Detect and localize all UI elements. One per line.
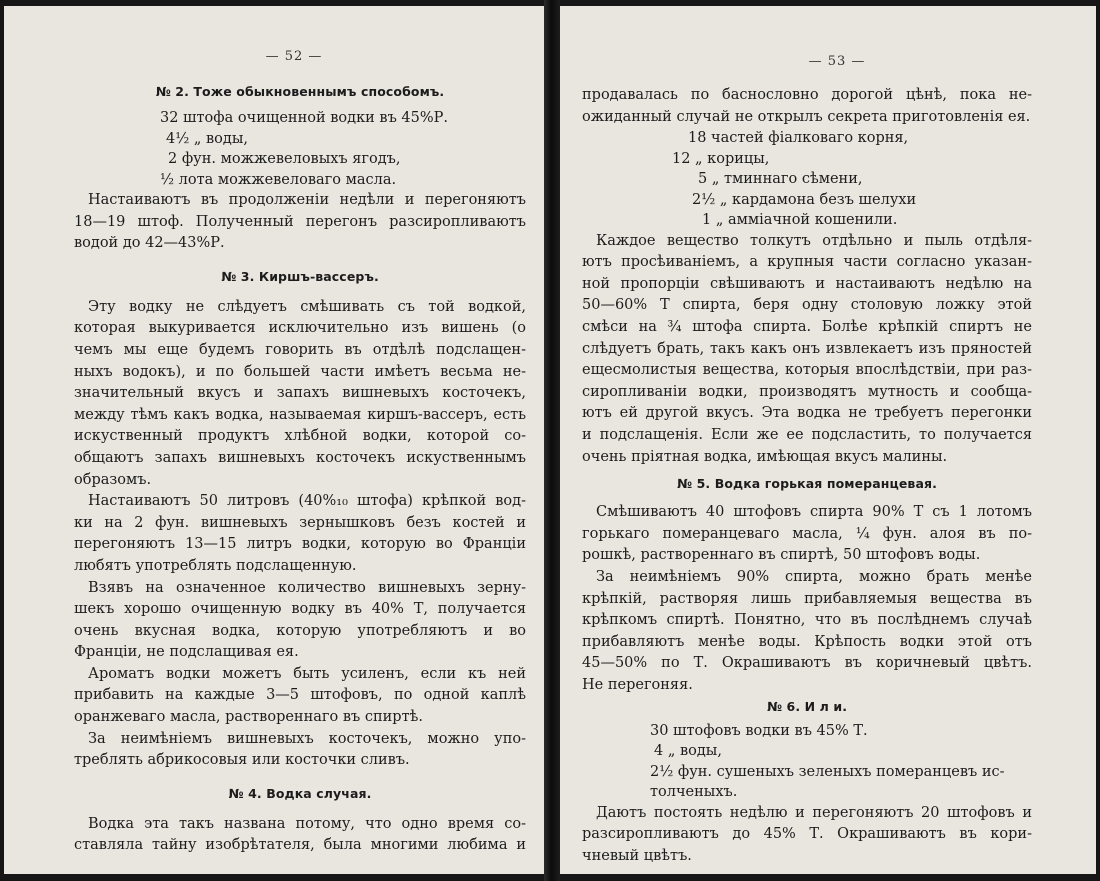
text-line: 50—60% Т спирта, беря одну столовую ложку этой — [582, 297, 1032, 314]
ingredient-line: толченыхъ. — [650, 784, 738, 801]
text-line: Смѣшиваютъ 40 штофовъ спирта 90% Т съ 1 лотомъ — [596, 504, 1032, 521]
recipe-5-text — [582, 502, 1032, 696]
text-line: треблять абрикосовыя или косточки сливъ. — [74, 752, 410, 769]
ingredient-line: ½ лота можжевеловаго масла. — [160, 171, 397, 188]
text-line: Настаиваютъ 50 литровъ (40%₁₀ штофа) крѣпкой вод- — [88, 493, 526, 510]
text-line: общаютъ запахъ вишневыхъ косточекъ искуственнымъ — [74, 449, 526, 466]
text-line: продавалась по баснословно дорогой цѣнѣ, пока не- — [582, 87, 1032, 103]
text-line: Эту водку не слѣдуетъ смѣшивать съ той водкой, — [88, 298, 526, 315]
ingredient-line: 2½ „ кардамона безъ шелухи — [692, 191, 917, 208]
text-line: горькаго померанцеваго масла, ¼ фун. алоя въ по- — [582, 525, 1032, 542]
text-line: ютъ просѣиваніемъ, а крупныя части согласно указан- — [582, 254, 1032, 271]
text-line: ютъ ей другой вкусъ. Эта водка не требуетъ перегонки — [582, 405, 1032, 422]
ingredient-line: 4½ „ воды, — [166, 130, 248, 147]
ingredient-line: 1 „ аммiачной кошенили. — [702, 212, 898, 229]
text-line: значительный вкусъ и запахъ вишневыхъ косточекъ, — [74, 385, 526, 402]
text-line: шекъ хорошо очищенную водку въ 40% Т, получается — [74, 601, 526, 618]
ingredient-line: 18 частей фіалковаго корня, — [688, 130, 909, 147]
text-line: Франціи, не подслащивая ея. — [74, 644, 299, 661]
ingredient-line: 2½ фун. сушеныхъ зеленыхъ померанцевъ ис- — [650, 763, 1005, 780]
recipe-2-heading: № 2. Тоже обыкновеннымъ способомъ. — [155, 84, 445, 99]
text-line: прибавить на каждые 3—5 штофовъ, по одной каплѣ — [74, 687, 526, 704]
left-page — [4, 6, 544, 874]
text-line: ставляла тайну изобрѣтателя, была многими любима и — [74, 837, 526, 854]
recipe-4-heading: № 4. Водка случая. — [228, 785, 372, 801]
recipe-4-text — [74, 814, 526, 857]
book-gutter — [544, 0, 560, 881]
text-line: перегоняютъ 13—15 литръ водки, которую во Франціи — [74, 536, 526, 553]
text-line: Настаиваютъ въ продолженіи недѣли и перегоняютъ — [88, 192, 526, 208]
text-line: смѣси на ¾ штофа спирта. Болѣе крѣпкій спиртъ не — [582, 319, 1032, 336]
text-line: крѣпкомъ спиртѣ. Понятно, что въ послѣднемъ случаѣ — [582, 612, 1032, 629]
recipe-4-method-text — [582, 231, 1032, 469]
text-line: Ароматъ водки можетъ быть усиленъ, если къ ней — [88, 665, 526, 682]
recipe-4-ingredients — [672, 128, 1032, 231]
text-line: крѣпкій, растворяя лишь прибавляемыя вещества въ — [582, 590, 1032, 607]
text-line: ожиданный случай не открылъ секрета приготовленія ея. — [582, 108, 1031, 125]
text-line: слѣдуетъ брать, такъ какъ онъ извлекаетъ изъ пряностей — [582, 340, 1032, 357]
text-line: Каждое вещество толкутъ отдѣльно и пыль отдѣля- — [596, 232, 1032, 249]
text-line: 45—50% по Т. Окрашиваютъ въ коричневый цвѣтъ. — [582, 655, 1032, 672]
ingredient-line: 5 „ тминнаго сѣмени, — [698, 171, 863, 188]
text-line: очень пріятная водка, имѣющая вкусъ малины. — [582, 448, 948, 465]
text-line: ки на 2 фун. вишневыхъ зернышковъ безъ костей и — [74, 514, 526, 531]
text-line: рошкѣ, раствореннаго въ спиртѣ, 50 штофовъ воды. — [582, 547, 981, 564]
text-line: искуственный продуктъ хлѣбной водки, которой со- — [74, 428, 526, 445]
recipe-3-heading: № 3. Киршъ-вассеръ. — [221, 268, 379, 284]
recipe-4-continued-text — [582, 85, 1032, 128]
page-number-right: — 53 — — [808, 54, 866, 69]
text-line: и подслащенія. Если же ее подсластить, то получается — [582, 427, 1032, 444]
recipe-6-text — [582, 803, 1032, 868]
text-line: За неимѣніемъ вишневыхъ косточекъ, можно упо- — [88, 730, 526, 747]
text-line: 18—19 штоф. Полученный перегонъ разсиропливаютъ — [74, 213, 526, 230]
text-line: разсиропливаютъ до 45% Т. Окрашиваютъ въ кори- — [582, 826, 1032, 843]
ingredient-line: 12 „ корицы, — [672, 150, 770, 167]
ingredient-line: 4 „ воды, — [654, 743, 722, 760]
text-line: чемъ мы еще будемъ говорить въ отдѣлѣ подслащен- — [74, 341, 526, 358]
recipe-2-text — [74, 190, 526, 255]
text-line: между тѣмъ какъ водка, называемая киршъ-вассеръ, есть — [74, 406, 526, 423]
text-line: оранжеваго масла, раствореннаго въ спиртѣ. — [74, 709, 423, 726]
recipe-3-text — [74, 297, 526, 772]
text-line: За неимѣніемъ 90% спирта, можно брать менѣе — [596, 569, 1032, 585]
text-line: Даютъ постоять недѣлю и перегоняютъ 20 штофовъ и — [596, 804, 1032, 821]
ingredient-line: 2 фун. можжевеловыхъ ягодъ, — [168, 151, 401, 167]
text-line: ныхъ водокъ), и по большей части имѣетъ весьма не- — [74, 363, 526, 380]
text-line: которая выкуривается исключительно изъ вишень (о — [74, 320, 526, 337]
ingredient-line: 30 штофовъ водки въ 45% Т. — [650, 722, 868, 739]
text-line: Не перегоняя. — [582, 676, 693, 693]
text-line: ной пропорціи свѣшиваютъ и настаиваютъ недѣлю на — [582, 275, 1032, 292]
text-line: Взявъ на означенное количество вишневыхъ зерну- — [88, 579, 526, 596]
text-line: ещесмолистыя вещества, которыя впослѣдствіи, при раз- — [582, 362, 1032, 379]
text-line: Водка эта такъ названа потому, что одно время со- — [88, 815, 526, 832]
text-line: чневый цвѣтъ. — [582, 847, 692, 864]
recipe-6-ingredients — [650, 721, 1032, 803]
recipe-2-ingredients — [160, 108, 526, 190]
text-line: прибавляютъ менѣе воды. Крѣпость водки этой отъ — [582, 633, 1032, 650]
text-line: любятъ употреблять подслащенную. — [74, 557, 357, 574]
text-line: образомъ. — [74, 471, 152, 488]
ingredient-line: 32 штофа очищенной водки въ 45%Р. — [160, 110, 449, 126]
text-line: водой до 42—43%Р. — [74, 235, 225, 252]
text-line: очень вкусная водка, которую употребляютъ и во — [74, 622, 526, 639]
page-number-left: — 52 — — [265, 49, 323, 64]
recipe-6-heading: № 6. И л и. — [766, 698, 848, 714]
right-page — [560, 6, 1096, 874]
text-line: сиропливаніи водки, производятъ мутность и сообща- — [582, 383, 1032, 400]
recipe-5-heading: № 5. Водка горькая померанцевая. — [677, 476, 937, 492]
